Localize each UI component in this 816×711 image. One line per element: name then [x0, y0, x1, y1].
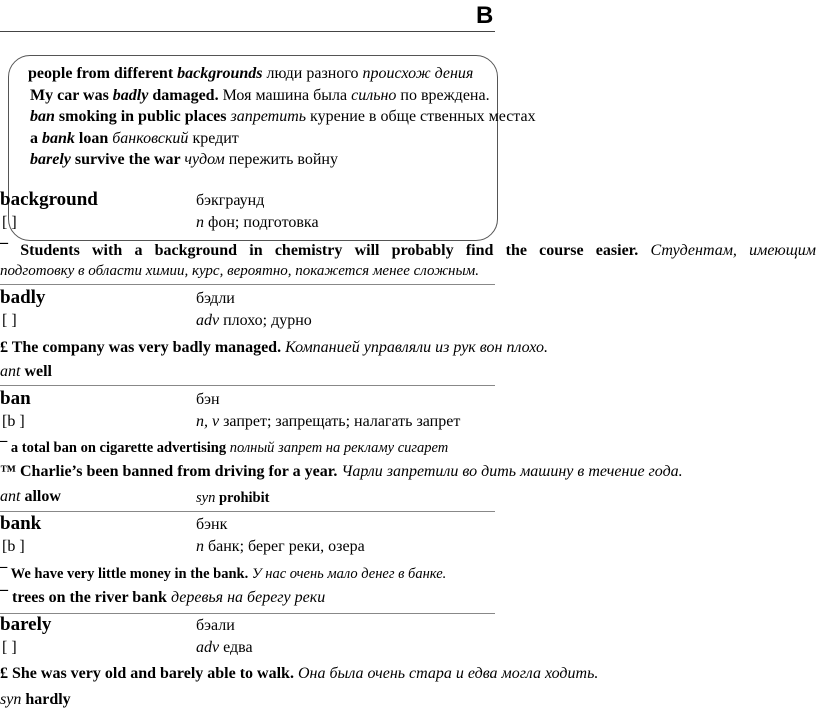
- ipa-brackets: [ ]: [2, 639, 17, 656]
- antonym: [0, 362, 52, 382]
- headword: bank: [0, 513, 42, 534]
- text-segment: well: [20, 363, 52, 380]
- headword: ban: [0, 388, 31, 409]
- text-segment: people from different: [28, 65, 178, 82]
- translation: банк; берег реки, озера: [204, 538, 365, 555]
- text-segment: ¯ trees on the river bank: [0, 589, 167, 606]
- text-segment: badly: [112, 87, 149, 104]
- example-sentence: [0, 588, 325, 608]
- translation: запрет; запрещать; налагать запрет: [219, 413, 461, 430]
- ipa-brackets: [ ]: [2, 214, 17, 231]
- divider: [0, 613, 495, 614]
- divider: [0, 511, 495, 512]
- definition: [196, 213, 319, 233]
- ipa-brackets: [ ]: [2, 312, 17, 329]
- part-of-speech: n: [196, 538, 204, 555]
- example-sentence: [0, 664, 598, 684]
- text-segment: ¯ a total ban on cigarette advertising: [0, 440, 227, 456]
- definition: [196, 412, 460, 432]
- text-segment: loan: [74, 130, 113, 147]
- transcription: бэали: [196, 617, 235, 634]
- text-segment: банковский: [112, 130, 189, 147]
- text-segment: ¯ Students with a background in chemistry will probably find the course easier.: [0, 242, 639, 259]
- part-of-speech: adv: [196, 639, 220, 656]
- text-segment: Она была очень стара и едва могла ходить.: [293, 665, 599, 682]
- part-of-speech: n: [196, 214, 204, 231]
- example-continuation: подготовку в области химии, курс, вероятно, покажется менее сложным.: [0, 263, 479, 279]
- example-sentence: [0, 241, 816, 261]
- example-sentence: [0, 564, 446, 584]
- text-segment: чудом: [184, 151, 225, 168]
- page-letter: B: [476, 2, 494, 29]
- antonym: [0, 487, 61, 507]
- text-segment: ant: [0, 363, 21, 380]
- definition: [196, 638, 253, 658]
- ipa-brackets: [b ]: [2, 538, 25, 555]
- definition: [196, 311, 312, 331]
- text-segment: hardly: [21, 691, 71, 708]
- box-phrase-line: [30, 129, 239, 149]
- transcription: бэн: [196, 391, 220, 408]
- top-divider: [0, 31, 495, 32]
- text-segment: Компанией управляли из рук вон плохо.: [281, 339, 548, 356]
- text-segment: запретить: [230, 108, 307, 125]
- example-sentence: [0, 438, 448, 458]
- text-segment: allow: [20, 488, 61, 505]
- text-segment: smoking in public places: [54, 108, 231, 125]
- text-segment: кредит: [188, 130, 239, 147]
- text-segment: Студентам, имеющим: [638, 242, 816, 259]
- text-segment: barely: [30, 151, 71, 168]
- example-sentence: [0, 338, 548, 358]
- part-of-speech: adv: [196, 312, 220, 329]
- text-segment: Моя машина была: [218, 87, 352, 104]
- ipa-brackets: [b ]: [2, 413, 25, 430]
- part-of-speech: n, v: [196, 413, 220, 430]
- text-segment: деревья на берегу реки: [166, 589, 326, 606]
- text-segment: ant: [0, 488, 21, 505]
- example-sentence: [0, 462, 683, 482]
- divider: [0, 284, 495, 285]
- text-segment: курение в обще ственных местах: [306, 108, 536, 125]
- transcription: бэнк: [196, 516, 228, 533]
- text-segment: пережить войну: [224, 151, 338, 168]
- text-segment: survive the war: [70, 151, 185, 168]
- text-segment: ¯ We have very little money in the bank.: [0, 566, 249, 582]
- text-segment: backgrounds: [177, 65, 263, 82]
- synonym: [196, 488, 269, 508]
- text-segment: сильно: [351, 87, 397, 104]
- translation: фон; подготовка: [204, 214, 319, 231]
- headword: badly: [0, 287, 46, 308]
- text-segment: My car was: [30, 87, 113, 104]
- box-phrase-line: [30, 107, 536, 127]
- text-segment: ban: [30, 108, 55, 125]
- text-segment: syn: [196, 490, 216, 506]
- text-segment: происхож дения: [362, 65, 474, 82]
- box-phrase-line: [30, 150, 338, 170]
- text-segment: ™ Charlie’s been banned from driving for a year.: [0, 463, 338, 480]
- box-phrase-line: [30, 86, 490, 106]
- text-segment: syn: [0, 691, 22, 708]
- text-segment: £ The company was very badly managed.: [0, 339, 282, 356]
- transcription: бэдли: [196, 290, 235, 307]
- headword: barely: [0, 614, 52, 635]
- translation: плохо; дурно: [219, 312, 312, 329]
- text-segment: a: [30, 130, 42, 147]
- headword: background: [0, 189, 98, 210]
- text-segment: У нас очень мало денег в банке.: [248, 566, 447, 582]
- definition: [196, 537, 365, 557]
- text-segment: prohibit: [215, 490, 270, 506]
- text-segment: £ She was very old and barely able to walk.: [0, 665, 294, 682]
- text-segment: Чарли запретили во дить машину в течение года.: [337, 463, 683, 480]
- text-segment: полный запрет на рекламу сигарет: [226, 440, 449, 456]
- text-segment: по вреждена.: [396, 87, 490, 104]
- text-segment: bank: [42, 130, 75, 147]
- box-phrase-line: [28, 64, 473, 84]
- text-segment: damaged.: [148, 87, 219, 104]
- divider: [0, 385, 495, 386]
- translation: едва: [219, 639, 253, 656]
- synonym: [0, 690, 71, 710]
- transcription: бэкграунд: [196, 192, 265, 209]
- text-segment: люди разного: [262, 65, 363, 82]
